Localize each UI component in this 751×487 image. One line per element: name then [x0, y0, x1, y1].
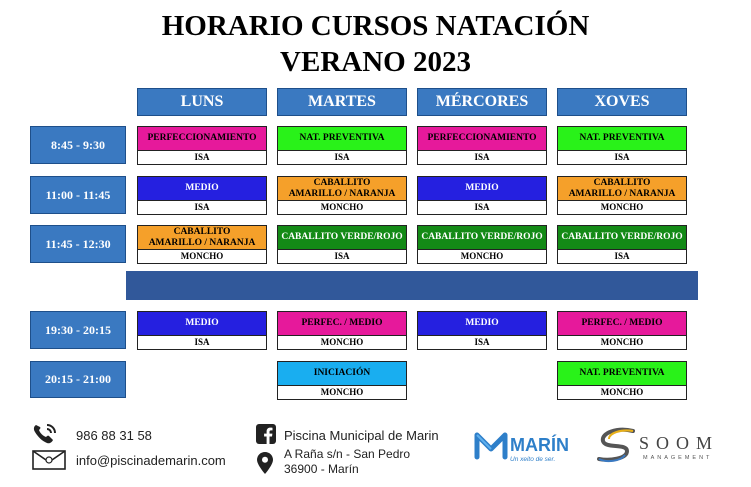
class-instructor: ISA	[194, 152, 210, 162]
class-cell	[277, 126, 407, 165]
location-pin-icon	[257, 452, 273, 474]
class-course-name: NAT. PREVENTIVA	[278, 127, 406, 151]
class-instructor: MONCHO	[320, 202, 364, 212]
class-course-name: MEDIO	[418, 177, 546, 201]
class-cell	[417, 311, 547, 350]
facebook-page-name: Piscina Municipal de Marin	[284, 428, 439, 443]
class-cell	[137, 311, 267, 350]
day-header-luns	[137, 88, 267, 116]
marin-logo-tagline: Un xeito de ser.	[510, 456, 556, 463]
time-slot: 20:15 - 21:00	[30, 361, 126, 398]
class-cell	[137, 126, 267, 165]
soom-logo	[597, 427, 725, 467]
class-instructor: MONCHO	[600, 202, 644, 212]
class-course-name: NAT. PREVENTIVA	[558, 127, 686, 151]
time-slot: 19:30 - 20:15	[30, 311, 126, 349]
facebook-icon	[256, 424, 276, 444]
class-instructor: ISA	[194, 202, 210, 212]
class-instructor: ISA	[614, 152, 630, 162]
email-address: info@piscinademarin.com	[76, 453, 226, 468]
address-line2: 36900 - Marín	[284, 462, 359, 476]
class-course-name: CABALLITO AMARILLO / NARANJA	[278, 177, 406, 201]
class-course-name: PERFECCIONAMIENTO	[138, 127, 266, 151]
class-instructor: MONCHO	[320, 387, 364, 397]
time-slot: 8:45 - 9:30	[30, 126, 126, 164]
class-course-name: INICIACIÓN	[278, 362, 406, 386]
phone-number: 986 88 31 58	[76, 428, 152, 443]
class-cell	[417, 126, 547, 165]
class-instructor: ISA	[614, 251, 630, 261]
time-slot: 11:00 - 11:45	[30, 176, 126, 214]
class-instructor: MONCHO	[600, 387, 644, 397]
soom-logo-text: SOOM	[639, 433, 720, 453]
class-instructor: ISA	[194, 337, 210, 347]
class-instructor: MONCHO	[180, 251, 224, 261]
class-cell	[277, 225, 407, 264]
marin-logo-mark	[474, 430, 508, 460]
class-instructor: ISA	[474, 202, 490, 212]
day-header-mercores	[417, 88, 547, 116]
class-cell	[137, 176, 267, 215]
title-line2: VERANO 2023	[280, 46, 471, 78]
class-course-name: PERFECCIONAMIENTO	[418, 127, 546, 151]
class-course-name: MEDIO	[138, 312, 266, 336]
class-course-name: CABALLITO AMARILLO / NARANJA	[558, 177, 686, 201]
class-cell	[137, 225, 267, 264]
class-course-name: MEDIO	[138, 177, 266, 201]
class-cell	[277, 361, 407, 400]
day-header-martes	[277, 88, 407, 116]
day-label: MARTES	[308, 93, 376, 110]
class-course-name: CABALLITO VERDE/ROJO	[418, 226, 546, 250]
class-cell	[557, 176, 687, 215]
class-course-name: PERFEC. / MEDIO	[278, 312, 406, 336]
soom-logo-sub: MANAGEMENT	[643, 455, 713, 461]
time-slot: 11:45 - 12:30	[30, 225, 126, 263]
class-course-name: MEDIO	[418, 312, 546, 336]
class-cell	[557, 225, 687, 264]
class-cell	[277, 311, 407, 350]
email-icon	[32, 450, 66, 470]
class-instructor: MONCHO	[320, 337, 364, 347]
class-instructor: ISA	[474, 337, 490, 347]
day-label: XOVES	[594, 93, 650, 110]
class-course-name: NAT. PREVENTIVA	[558, 362, 686, 386]
class-course-name: PERFEC. / MEDIO	[558, 312, 686, 336]
phone-icon	[30, 422, 60, 446]
marin-logo-text: MARÍN	[510, 435, 569, 455]
class-instructor: ISA	[334, 152, 350, 162]
class-cell	[417, 176, 547, 215]
address-line1: A Raña s/n - San Pedro	[284, 447, 411, 461]
class-instructor: MONCHO	[460, 251, 504, 261]
class-course-name: CABALLITO VERDE/ROJO	[558, 226, 686, 250]
class-course-name: CABALLITO VERDE/ROJO	[278, 226, 406, 250]
class-cell	[557, 361, 687, 400]
class-cell	[417, 225, 547, 264]
day-header-xoves	[557, 88, 687, 116]
class-cell	[277, 176, 407, 215]
class-instructor: MONCHO	[600, 337, 644, 347]
midday-separator-bar	[126, 271, 698, 300]
soom-logo-mark	[597, 427, 637, 465]
day-label: LUNS	[180, 93, 224, 110]
class-instructor: ISA	[334, 251, 350, 261]
class-course-name: CABALLITO AMARILLO / NARANJA	[138, 226, 266, 250]
marin-logo	[474, 430, 578, 466]
class-cell	[557, 311, 687, 350]
title-line1: HORARIO CURSOS NATACIÓN	[161, 10, 590, 42]
class-cell	[557, 126, 687, 165]
class-instructor: ISA	[474, 152, 490, 162]
day-label: MÉRCORES	[435, 93, 529, 110]
